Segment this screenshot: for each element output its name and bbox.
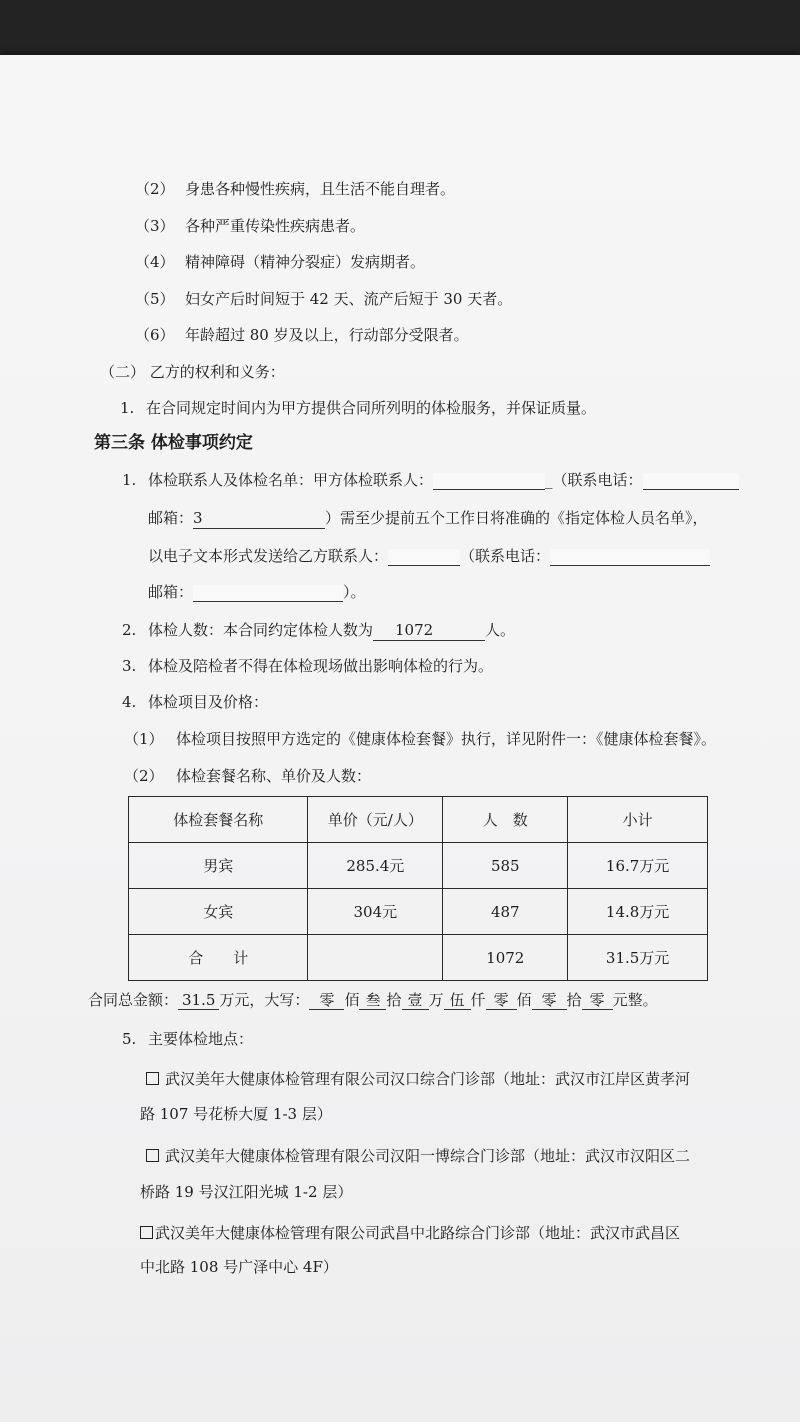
location-continued: 中北路 108 号广泽中心 4F）: [140, 1258, 338, 1276]
redacted-field: [433, 473, 545, 490]
list-item: [135, 179, 455, 199]
location-option: [140, 1223, 680, 1243]
list-item-number: （2）: [135, 180, 175, 198]
table-header-row: [129, 797, 708, 843]
item-number: 2.: [122, 621, 137, 639]
list-item: [135, 289, 512, 309]
table-cell: 14.8万元: [568, 889, 708, 935]
list-item-text: 身患各种慢性疾病，且生活不能自理者。: [185, 180, 456, 198]
column-header: 小计: [568, 797, 708, 843]
amount-digit: 零: [309, 991, 344, 1010]
item-number: 1.: [122, 471, 137, 489]
item-number: 4.: [122, 693, 137, 711]
amount-unit: 元整。: [612, 991, 658, 1009]
amount-unit: 万: [428, 991, 444, 1009]
total-unit: 万元，大写：: [219, 991, 310, 1009]
clause-text: 体检项目按照甲方选定的《健康体检套餐》执行，详见附件一：《健康体检套餐》。: [176, 730, 717, 748]
table-row: [129, 843, 708, 889]
table-cell: [308, 935, 443, 981]
clause-1-line-1: [122, 470, 739, 490]
table-cell: 285.4元: [308, 843, 443, 889]
item-number: 3.: [122, 657, 137, 675]
list-item-text: 年龄超过 80 岁及以上，行动部分受限者。: [185, 326, 469, 344]
clause-text: ）需至少提前五个工作日将准确的《指定体检人员名单》，: [325, 509, 708, 527]
clause-text: 体检联系人及体检名单：甲方体检联系人：: [148, 471, 434, 489]
clause-text: 体检项目及价格：: [148, 693, 269, 711]
column-header: 人 数: [443, 797, 568, 843]
table-cell: 487: [443, 889, 568, 935]
amount-digit: 伍: [444, 991, 471, 1010]
clause-text: 以电子文本形式发送给乙方联系人：: [148, 547, 389, 565]
redacted-field: [550, 549, 710, 566]
clause-text: _（联系电话：: [545, 471, 643, 489]
table-row: [129, 889, 708, 935]
location-continued: 桥路 19 号汉江阳光城 1-2 层）: [140, 1183, 353, 1201]
amount-unit: 仟: [470, 991, 486, 1009]
email-value: 3: [193, 508, 325, 529]
list-item-text: 各种严重传染性疾病患者。: [185, 217, 366, 235]
table-cell: 304元: [308, 889, 443, 935]
item-number: （2）: [124, 767, 164, 785]
location-option: [146, 1069, 690, 1089]
email-label: 邮箱：: [148, 509, 194, 527]
clause-text: 体检人数：本合同约定体检人数为: [148, 621, 374, 639]
table-row: [129, 935, 708, 981]
location-text: 武汉美年大健康体检管理有限公司汉阳一博综合门诊部（地址：武汉市汉阳区二: [165, 1147, 691, 1165]
amount-digit: 零: [582, 991, 613, 1010]
clause-5: [122, 1029, 253, 1049]
location-text: 武汉美年大健康体检管理有限公司汉口综合门诊部（地址：武汉市江岸区黄孝河: [165, 1070, 691, 1088]
clause-text: 体检及陪检者不得在体检现场做出影响体检的行为。: [148, 657, 494, 675]
list-item: [135, 252, 425, 272]
clause-text: ）。: [343, 583, 366, 601]
clause-text: 主要体检地点：: [148, 1030, 254, 1048]
amount-unit: 佰: [516, 991, 532, 1009]
clause-2: [122, 620, 515, 641]
table-cell: 16.7万元: [568, 843, 708, 889]
headcount-value: 1072: [373, 620, 485, 641]
amount-digit: 叁: [359, 991, 386, 1010]
item-text: 在合同规定时间内为甲方提供合同所列明的体检服务，并保证质量。: [146, 399, 597, 417]
package-table: [128, 796, 708, 981]
clause-text: 体检套餐名称、单价及人数：: [176, 767, 372, 785]
location-continued: 路 107 号花桥大厦 1-3 层）: [140, 1105, 332, 1123]
table-cell: 合 计: [129, 935, 308, 981]
amount-digit: 壹: [402, 991, 429, 1010]
total-label: 合同总金额：: [88, 991, 179, 1009]
list-item-number: （3）: [135, 217, 175, 235]
list-item-text: 妇女产后时间短于 42 天、流产后短于 30 天者。: [185, 290, 513, 308]
item-number: 5.: [122, 1030, 137, 1048]
amount-digit: 零: [486, 991, 517, 1010]
column-header: 体检套餐名称: [129, 797, 308, 843]
location-option: [146, 1146, 690, 1166]
clause-text: 人。: [485, 621, 516, 639]
clause-4-1: [124, 729, 716, 749]
checkbox-icon[interactable]: [146, 1072, 159, 1085]
redacted-field: [193, 585, 343, 602]
clause-text: （联系电话：: [460, 547, 551, 565]
clause-3: [122, 656, 493, 676]
table-cell: 585: [443, 843, 568, 889]
clause-1-line-3: [148, 546, 710, 566]
table-cell: 女宾: [129, 889, 308, 935]
clause-1-line-2: [148, 508, 708, 529]
table-cell: 男宾: [129, 843, 308, 889]
list-item-number: （4）: [135, 253, 175, 271]
list-item-text: 精神障碍（精神分裂症）发病期者。: [185, 253, 426, 271]
clause-4: [122, 692, 268, 712]
checkbox-icon[interactable]: [146, 1149, 159, 1162]
section-heading: （二） 乙方的权利和义务：: [100, 363, 285, 381]
table-cell: 1072: [443, 935, 568, 981]
amount-digit: 零: [532, 991, 567, 1010]
table-cell: 31.5万元: [568, 935, 708, 981]
clause-1-line-4: [148, 582, 366, 602]
total-amount: 31.5: [178, 991, 219, 1010]
list-item-number: （5）: [135, 290, 175, 308]
item-number: （1）: [124, 730, 164, 748]
amount-unit: 拾: [386, 991, 402, 1009]
checkbox-icon[interactable]: [140, 1226, 153, 1239]
list-item: [135, 325, 469, 345]
total-amount-line: [88, 990, 658, 1010]
location-text: 武汉美年大健康体检管理有限公司武昌中北路综合门诊部（地址：武汉市武昌区: [155, 1224, 681, 1242]
redacted-field: [643, 473, 739, 490]
column-header: 单价（元/人）: [308, 797, 443, 843]
item-number: 1.: [120, 399, 135, 417]
section-item: [120, 398, 596, 418]
amount-unit: 佰: [344, 991, 360, 1009]
clause-4-2: [124, 766, 371, 786]
article-title: 第三条 体检事项约定: [94, 433, 253, 453]
list-item: [135, 216, 365, 236]
amount-unit: 拾: [566, 991, 582, 1009]
redacted-field: [388, 549, 460, 566]
email-label: 邮箱：: [148, 583, 194, 601]
list-item-number: （6）: [135, 326, 175, 344]
